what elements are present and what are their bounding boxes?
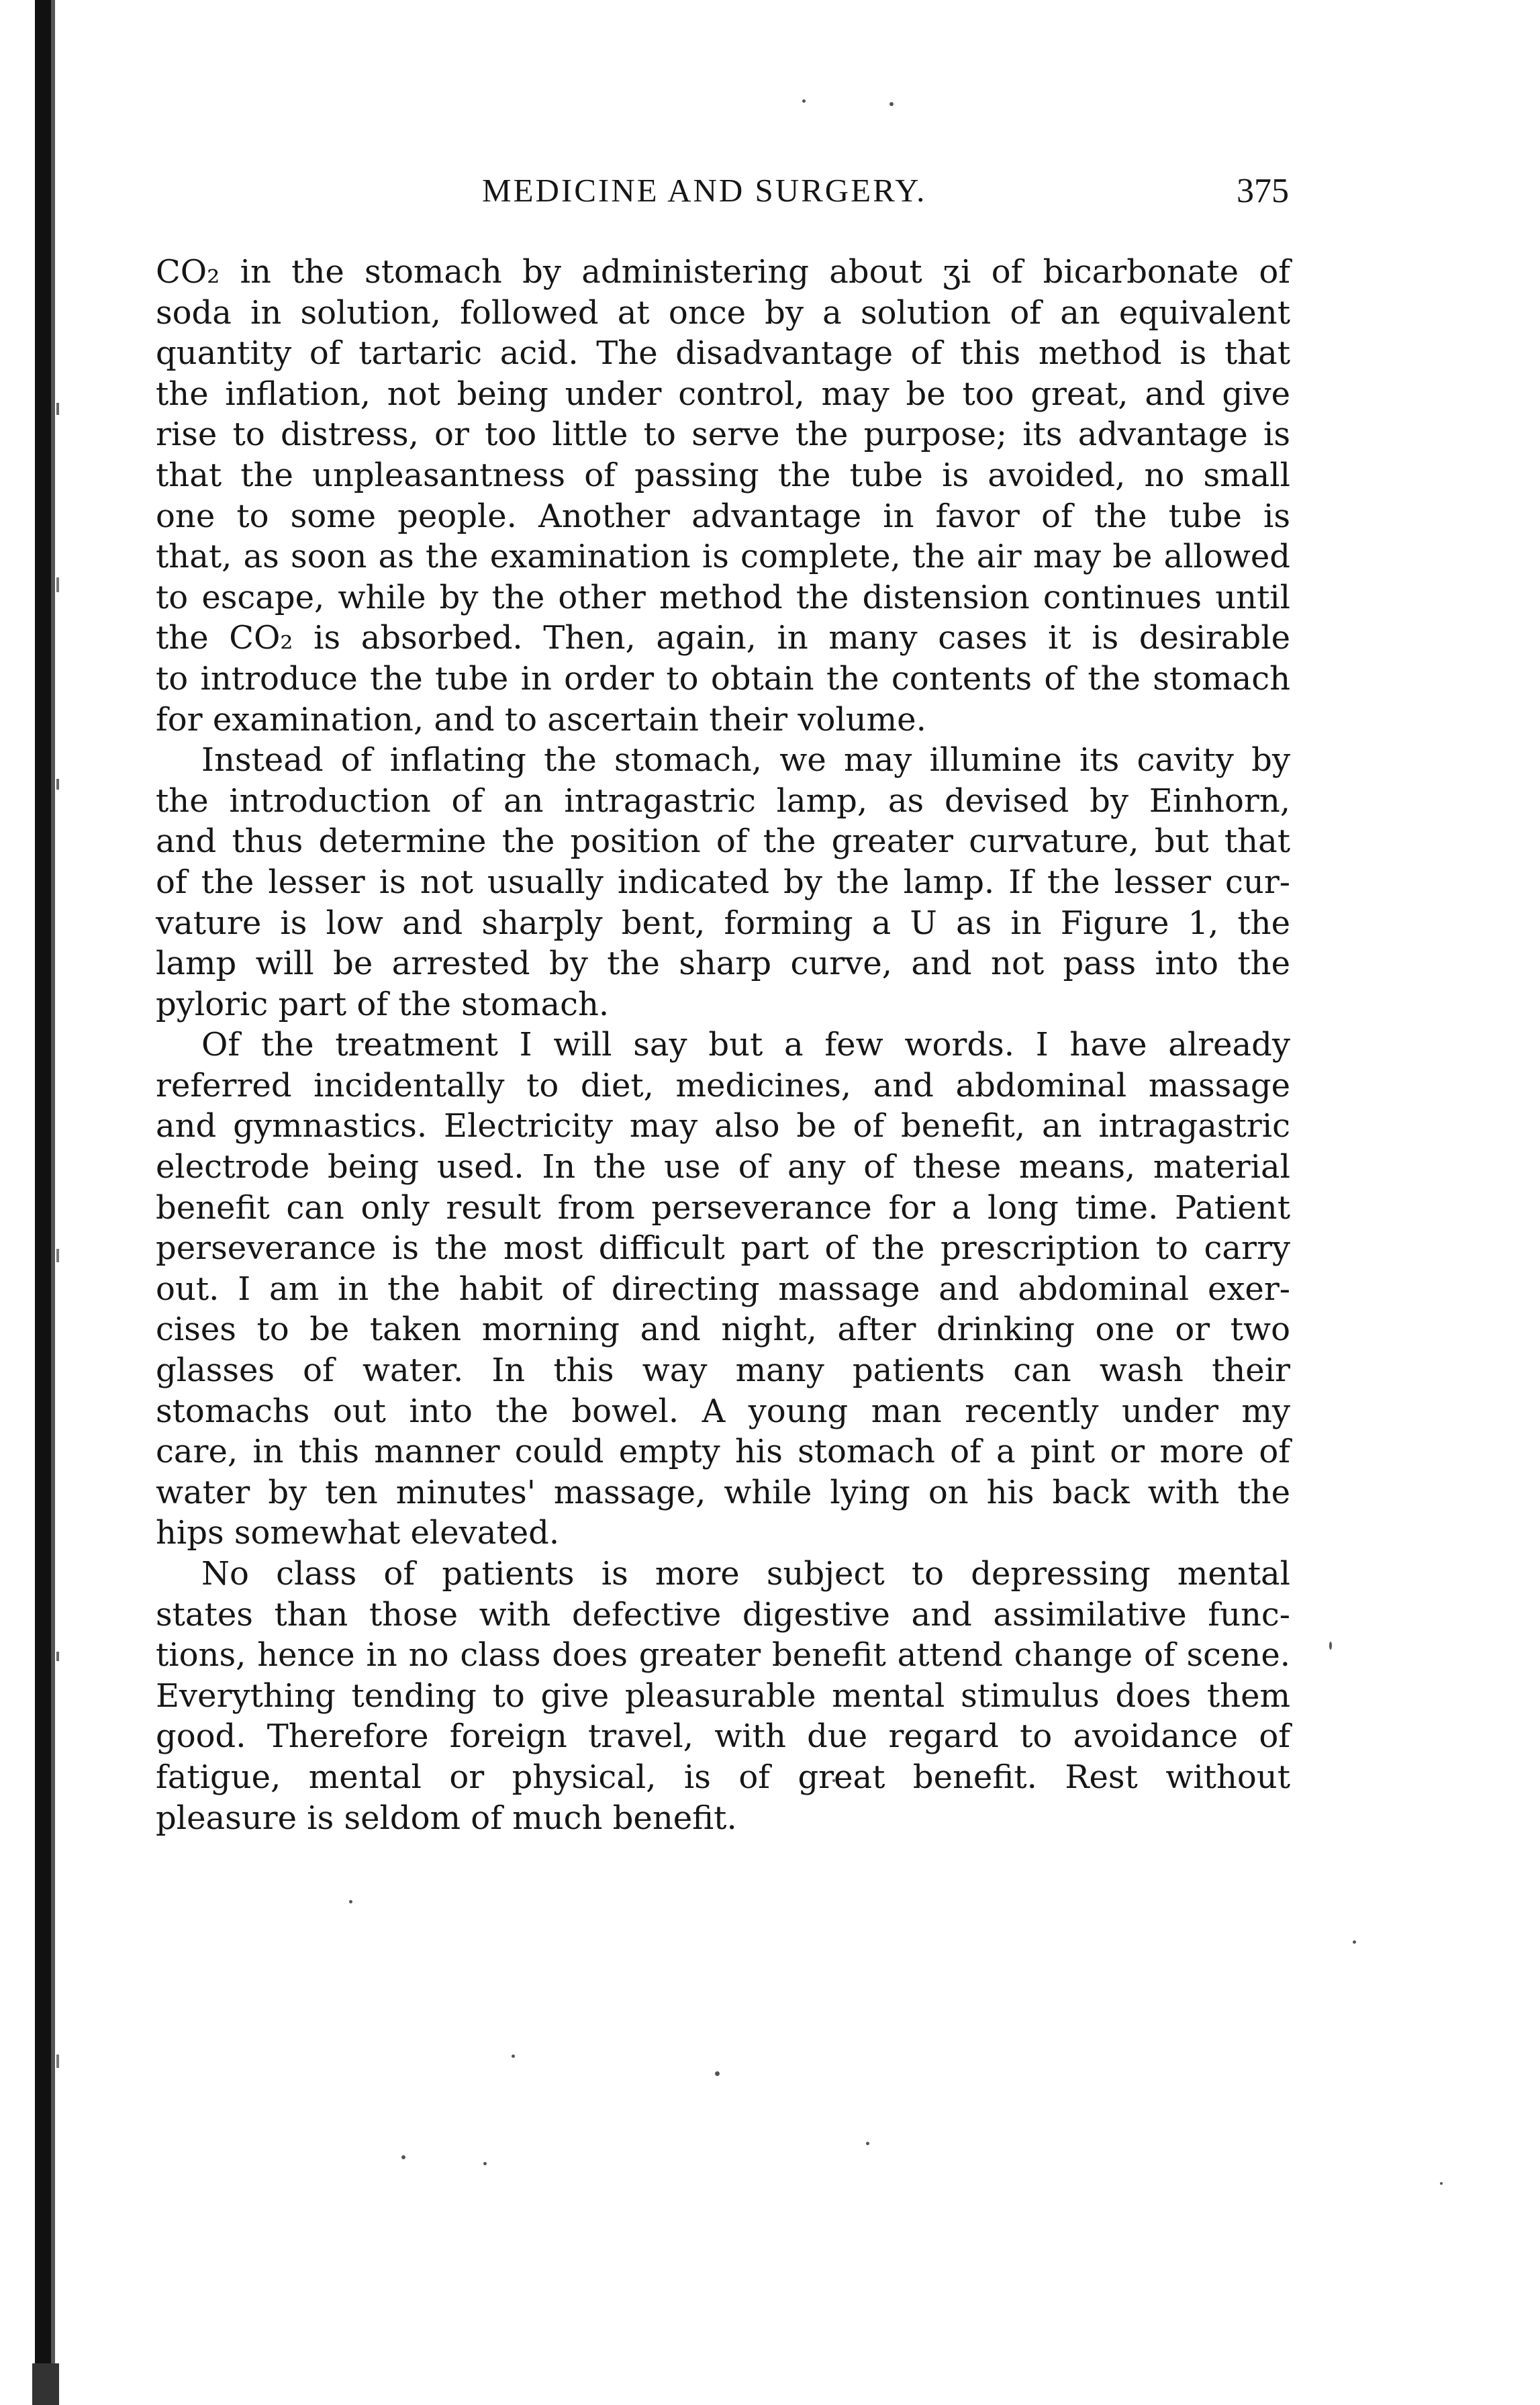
scan-speck xyxy=(1329,1642,1332,1650)
text-line: perseverance is the most difficult part of the prescription to carry xyxy=(156,1229,1290,1268)
scan-speck xyxy=(349,1900,352,1903)
text-line: states than those with defective digestive and assimilative func- xyxy=(156,1595,1290,1634)
text-line: out. I am in the habit of directing massage and abdominal exer- xyxy=(156,1270,1290,1308)
scan-speck xyxy=(1440,2182,1443,2185)
text-line: that, as soon as the examination is complete, the air may be allowed xyxy=(156,538,1290,576)
text-line: that the unpleasantness of passing the tube is avoided, no small xyxy=(156,456,1290,494)
text-line: glasses of water. In this way many patients can wash their xyxy=(156,1352,1290,1390)
scan-speck xyxy=(889,102,894,106)
text-line: benefit can only result from perseverance for a long time. Patient xyxy=(156,1188,1290,1227)
text-line: to introduce the tube in order to obtain the contents of the stomach xyxy=(156,659,1290,698)
text-line: water by ten minutes' massage, while lying on his back with the xyxy=(156,1473,1290,1511)
text-line: and gymnastics. Electricity may also be of benefit, an intragastric xyxy=(156,1107,1290,1145)
text-line: quantity of tartaric acid. The disadvantage of this method is that xyxy=(156,334,1290,373)
text-line: care, in this manner could empty his stomach of a pint or more of xyxy=(156,1433,1290,1471)
text-line: for examination, and to ascertain their volume. xyxy=(156,700,926,739)
text-line: one to some people. Another advantage in favor of the tube is xyxy=(156,497,1290,535)
scan-speck xyxy=(401,2155,405,2159)
text-line: pleasure is seldom of much benefit. xyxy=(156,1799,737,1837)
text-line: good. Therefore foreign travel, with due regard to avoidance of xyxy=(156,1717,1290,1756)
text-line: Everything tending to give pleasurable mental stimulus does them xyxy=(156,1677,1290,1715)
text-line: tions, hence in no class does greater benefit attend change of scene. xyxy=(156,1636,1290,1675)
text-line: stomachs out into the bowel. A young man recently under my xyxy=(156,1392,1290,1430)
text-line: referred incidentally to diet, medicines, and abdominal massage xyxy=(156,1066,1290,1104)
text-line: Instead of inflating the stomach, we may illumine its cavity by xyxy=(201,741,1290,780)
text-line: hips somewhat elevated. xyxy=(156,1514,560,1552)
scan-speck xyxy=(715,2071,720,2076)
text-line: CO₂ in the stomach by administering about ʒi of bicarbonate of xyxy=(156,253,1290,291)
text-line: soda in solution, followed at once by a solution of an equivalent xyxy=(156,293,1290,332)
text-line: pyloric part of the stomach. xyxy=(156,985,610,1023)
text-line: rise to distress, or too little to serve the purpose; its advantage is xyxy=(156,416,1290,454)
body-text xyxy=(156,252,1290,1838)
text-line: the inflation, not being under control, may be too great, and give xyxy=(156,375,1290,413)
scan-speck xyxy=(512,2055,515,2058)
text-line: vature is low and sharply bent, forming a U as in Figure 1, the xyxy=(156,904,1290,942)
page-number: 375 xyxy=(1237,172,1289,210)
scan-speck xyxy=(802,99,806,103)
text-line: No class of patients is more subject to depressing mental xyxy=(201,1555,1290,1593)
text-line: and thus determine the position of the greater curvature, but that xyxy=(156,822,1290,861)
page-header xyxy=(470,171,1289,218)
running-head: MEDICINE AND SURGERY. xyxy=(482,172,927,209)
scan-speck xyxy=(866,2142,869,2145)
text-line: electrode being used. In the use of any of these means, material xyxy=(156,1148,1290,1186)
text-line: cises to be taken morning and night, after drinking one or two xyxy=(156,1311,1290,1349)
text-line: of the lesser is not usually indicated by the lamp. If the lesser cur- xyxy=(156,863,1290,901)
text-line: fatigue, mental or physical, is of great benefit. Rest without xyxy=(156,1758,1290,1796)
binding-shadow xyxy=(0,0,81,2405)
scan-speck xyxy=(1353,1940,1356,1944)
scan-speck xyxy=(483,2162,487,2165)
text-line: the CO₂ is absorbed. Then, again, in many cases it is desirable xyxy=(156,619,1290,657)
text-line: the introduction of an intragastric lamp, as devised by Einhorn, xyxy=(156,782,1290,820)
text-line: lamp will be arrested by the sharp curve, and not pass into the xyxy=(156,945,1290,983)
text-line: Of the treatment I will say but a few words. I have already xyxy=(201,1026,1290,1064)
text-line: to escape, while by the other method the distension continues until xyxy=(156,578,1290,616)
